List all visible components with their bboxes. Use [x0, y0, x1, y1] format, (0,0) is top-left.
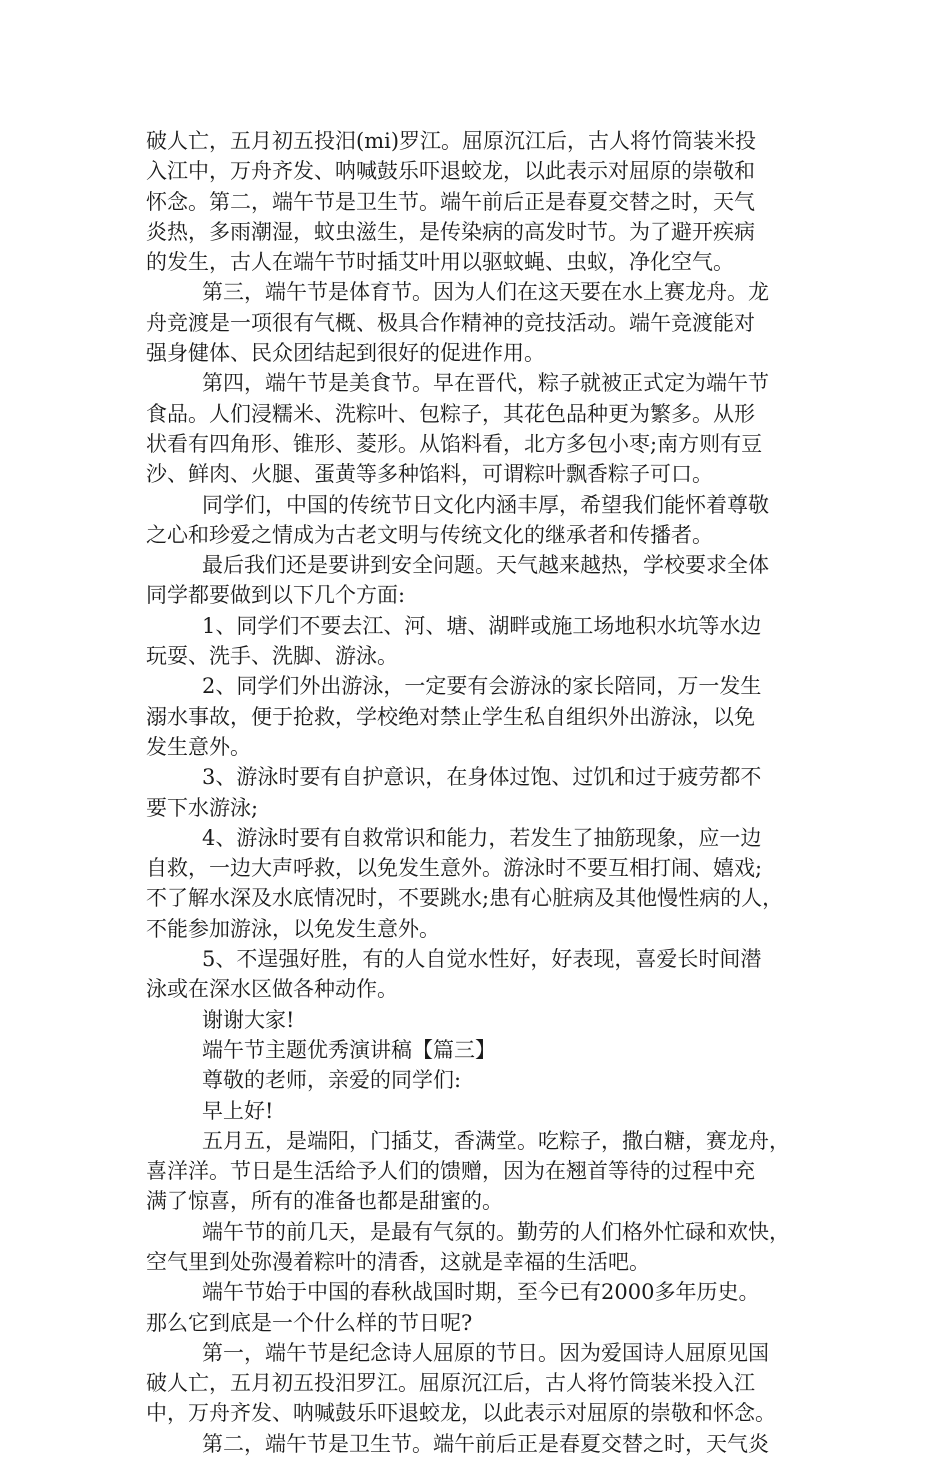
text-line: 舟竞渡是一项很有气概、极具合作精神的竞技活动。端午竞渡能对	[146, 310, 755, 335]
paragraph-start-line: 谢谢大家!	[202, 1007, 295, 1032]
paragraph-start-line: 第三，端午节是体育节。因为人们在这天要在水上赛龙舟。龙	[202, 280, 769, 305]
paragraph-start-line: 端午节的前几天，是最有气氛的。勤劳的人们格外忙碌和欢快，	[202, 1219, 790, 1244]
text-line: 要下水游泳;	[146, 795, 259, 820]
paragraph-start-line: 同学们，中国的传统节日文化内涵丰厚，希望我们能怀着尊敬	[202, 492, 769, 517]
list-item-line: 1、同学们不要去江、河、塘、湖畔或施工场地积水坑等水边	[202, 613, 762, 638]
text-line: 空气里到处弥漫着粽叶的清香，这就是幸福的生活吧。	[146, 1249, 650, 1274]
paragraph-start-line: 端午节始于中国的春秋战国时期，至今已有2000多年历史。	[202, 1280, 760, 1305]
text-line: 那么它到底是一个什么样的节日呢?	[146, 1310, 473, 1335]
paragraph-start-line: 第四，端午节是美食节。早在晋代，粽子就被正式定为端午节	[202, 371, 769, 396]
section-heading: 端午节主题优秀演讲稿【篇三】	[202, 1037, 496, 1062]
paragraph-start-line: 第二，端午节是卫生节。端午前后正是春夏交替之时，天气炎	[202, 1431, 769, 1456]
text-line: 破人亡，五月初五投汨(mi)罗江。屈原沉江后，古人将竹筒装米投	[146, 129, 757, 153]
greeting-line: 早上好!	[202, 1098, 274, 1123]
paragraph-start-line: 第一，端午节是纪念诗人屈原的节日。因为爱国诗人屈原见国	[202, 1340, 769, 1365]
paragraph-start-line: 五月五，是端阳，门插艾，香满堂。吃粽子，撒白糖，赛龙舟，	[202, 1128, 790, 1153]
text-line: 入江中，万舟齐发、呐喊鼓乐吓退蛟龙，以此表示对屈原的崇敬和	[146, 159, 755, 184]
text-line: 的发生，古人在端午节时插艾叶用以驱蚊蝇、虫蚁，净化空气。	[146, 250, 734, 275]
text-line: 满了惊喜，所有的准备也都是甜蜜的。	[146, 1189, 503, 1214]
list-item-line: 2、同学们外出游泳，一定要有会游泳的家长陪同，万一发生	[202, 674, 762, 699]
text-line: 泳或在深水区做各种动作。	[146, 977, 398, 1002]
text-line: 同学都要做到以下几个方面:	[146, 583, 406, 608]
text-line: 喜洋洋。节日是生活给予人们的馈赠，因为在翘首等待的过程中充	[146, 1159, 755, 1184]
text-line: 中，万舟齐发、呐喊鼓乐吓退蛟龙，以此表示对屈原的崇敬和怀念。	[146, 1401, 776, 1426]
list-item-line: 4、游泳时要有自救常识和能力，若发生了抽筋现象，应一边	[202, 825, 762, 850]
text-line: 之心和珍爱之情成为古老文明与传统文化的继承者和传播者。	[146, 522, 713, 547]
text-line: 破人亡，五月初五投汨罗江。屈原沉江后，古人将竹筒装米投入江	[146, 1371, 755, 1396]
text-line: 沙、鲜肉、火腿、蛋黄等多种馅料，可谓粽叶飘香粽子可口。	[146, 462, 713, 487]
text-line: 强身健体、民众团结起到很好的促进作用。	[146, 341, 545, 366]
document-body	[146, 126, 814, 1459]
text-line: 炎热，多雨潮湿，蚊虫滋生，是传染病的高发时节。为了避开疾病	[146, 219, 755, 244]
text-line: 状看有四角形、锥形、菱形。从馅料看，北方多包小枣;南方则有豆	[146, 431, 763, 456]
list-item-line: 5、不逞强好胜，有的人自觉水性好，好表现，喜爱长时间潜	[202, 947, 762, 972]
text-line: 怀念。第二，端午节是卫生节。端午前后正是春夏交替之时，天气	[146, 189, 755, 214]
text-line: 食品。人们浸糯米、洗粽叶、包粽子，其花色品种更为繁多。从形	[146, 401, 755, 426]
text-line: 不能参加游泳，以免发生意外。	[146, 916, 440, 941]
salutation-line: 尊敬的老师，亲爱的同学们:	[202, 1068, 462, 1093]
text-line: 不了解水深及水底情况时，不要跳水;患有心脏病及其他慢性病的人，	[146, 886, 784, 911]
paragraph-start-line: 最后我们还是要讲到安全问题。天气越来越热，学校要求全体	[202, 553, 769, 578]
text-line: 溺水事故，便于抢救，学校绝对禁止学生私自组织外出游泳，以免	[146, 704, 755, 729]
text-line: 玩耍、洗手、洗脚、游泳。	[146, 644, 398, 669]
list-item-line: 3、游泳时要有自护意识，在身体过饱、过饥和过于疲劳都不	[202, 765, 762, 790]
text-line: 自救，一边大声呼救，以免发生意外。游泳时不要互相打闹、嬉戏;	[146, 856, 763, 881]
text-line: 发生意外。	[146, 734, 251, 759]
